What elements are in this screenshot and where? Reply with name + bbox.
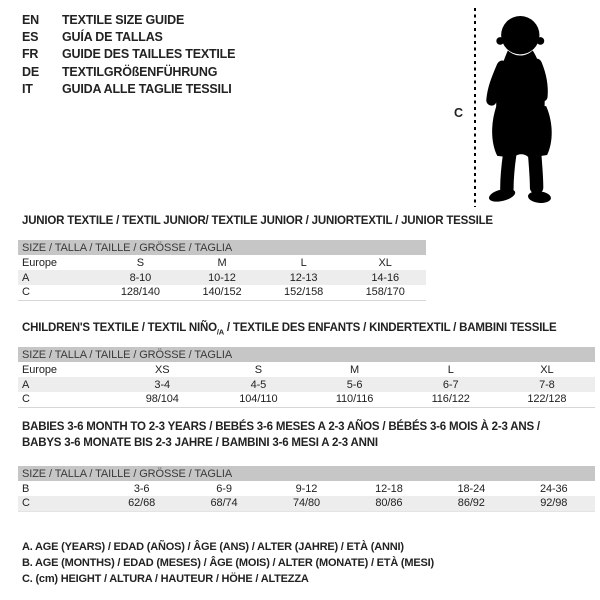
row-label: C: [22, 286, 30, 299]
table-row-months: [18, 481, 595, 496]
size-cell: 74/80: [265, 496, 347, 511]
size-cell: 12-18: [375, 482, 403, 495]
language-code: FR: [22, 47, 39, 62]
table-row-europe: [18, 255, 426, 270]
size-cell: 4-5: [210, 377, 306, 392]
language-list: [22, 12, 235, 98]
row-label: C: [22, 393, 30, 406]
size-cell: 6-7: [403, 377, 499, 392]
footnote-b: B. AGE (MONTHS) / EDAD (MESES) / ÂGE (MOIS) / ALTER (MONATE) / ETÀ (MESI): [22, 557, 434, 569]
size-cell: L: [300, 256, 307, 269]
language-title: GUÍA DE TALLAS: [62, 30, 163, 45]
section-title-text: CHILDREN'S TEXTILE / TEXTIL NIÑO: [22, 322, 217, 334]
size-table-children: [18, 347, 595, 408]
size-cell: 24-36: [539, 482, 568, 495]
language-row-de: [22, 64, 235, 81]
footnote-legend: [22, 539, 434, 587]
section-title-children: [22, 320, 556, 340]
size-cell: 122/128: [527, 393, 567, 406]
section-title-junior: JUNIOR TEXTILE / TEXTIL JUNIOR/ TEXTILE JUNIOR / JUNIORTEXTIL / JUNIOR TESSILE: [22, 215, 493, 227]
row-label: Europe: [22, 256, 57, 269]
size-header-label: SIZE / TALLA / TAILLE / GRÖSSE / TAGLIA: [18, 240, 426, 255]
size-cell: XL: [540, 363, 554, 376]
language-row-fr: [22, 46, 235, 63]
section-title-babies: [22, 419, 540, 451]
size-cell: 9-12: [295, 482, 318, 495]
language-code: EN: [22, 13, 39, 27]
size-cell: 140/152: [202, 286, 242, 299]
size-cell: XS: [154, 363, 170, 376]
language-row-es: [22, 29, 235, 46]
size-table-babies: [18, 466, 595, 512]
size-cell: 6-9: [216, 482, 232, 495]
language-code: IT: [22, 81, 33, 96]
row-label: B: [22, 482, 30, 495]
language-title: GUIDE DES TAILLES TEXTILE: [62, 47, 236, 62]
size-table-junior: [18, 240, 426, 301]
size-cell: 3-6: [133, 482, 150, 495]
size-cell: 110/116: [335, 393, 374, 406]
size-cell: 152/158: [284, 286, 324, 299]
size-cell: 10-12: [181, 270, 263, 285]
size-cell: 8-10: [100, 270, 182, 285]
size-cell: S: [254, 363, 263, 376]
size-header-row: [18, 466, 595, 481]
height-measure-label: C: [454, 106, 464, 120]
size-cell: 98/104: [145, 393, 179, 406]
section-title-line2: BABYS 3-6 MONATE BIS 2-3 JAHRE / BAMBINI 3-6 MESI A 2-3 ANNI: [22, 437, 378, 449]
table-row-height: [18, 392, 595, 407]
row-label: A: [18, 377, 114, 392]
size-cell: L: [447, 363, 454, 376]
size-cell: M: [217, 256, 227, 269]
table-row-height: [18, 285, 426, 300]
row-label: A: [18, 270, 100, 285]
height-measure-dashed-line: [474, 8, 476, 207]
table-row-europe: [18, 362, 595, 377]
size-cell: 7-8: [499, 377, 595, 392]
size-cell: 5-6: [306, 377, 402, 392]
language-code: ES: [22, 30, 39, 45]
section-title-subscript: /A: [216, 327, 224, 337]
section-title-line1: BABIES 3-6 MONTH TO 2-3 YEARS / BEBÉS 3-6 MESES A 2-3 AÑOS / BÉBÉS 3-6 MOIS À 2-3 ANS /: [22, 421, 540, 433]
size-cell: 80/86: [348, 496, 430, 511]
toddler-silhouette: [481, 8, 573, 208]
size-cell: 104/110: [239, 393, 278, 406]
language-code: DE: [22, 64, 39, 79]
size-cell: 12-13: [263, 270, 345, 285]
size-header-label: SIZE / TALLA / TAILLE / GRÖSSE / TAGLIA: [18, 466, 595, 481]
size-header-row: [18, 240, 426, 255]
section-title-text: / TEXTILE DES ENFANTS / KINDERTEXTIL / BAMBINI TESSILE: [223, 322, 557, 334]
size-cell: 92/98: [513, 496, 595, 511]
footnote-c: C. (cm) HEIGHT / ALTURA / HAUTEUR / HÖHE / ALTEZZA: [22, 573, 309, 585]
row-label: C: [18, 496, 100, 511]
size-cell: XL: [378, 256, 392, 269]
size-cell: S: [136, 256, 145, 269]
language-row-en: [22, 12, 235, 29]
size-cell: M: [350, 363, 360, 376]
size-cell: 116/122: [431, 393, 470, 406]
size-cell: 14-16: [344, 270, 426, 285]
size-header-label: SIZE / TALLA / TAILLE / GRÖSSE / TAGLIA: [18, 347, 595, 362]
language-title: TEXTILGRÖßENFÜHRUNG: [62, 64, 218, 79]
size-header-row: [18, 347, 595, 362]
size-cell: 68/74: [183, 496, 265, 511]
size-cell: 86/92: [430, 496, 512, 511]
size-cell: 18-24: [457, 482, 486, 495]
language-title: GUIDA ALLE TAGLIE TESSILI: [62, 81, 232, 96]
size-cell: 3-4: [114, 377, 210, 392]
table-row-age: [18, 270, 426, 285]
size-cell: 158/170: [365, 286, 405, 299]
size-cell: 128/140: [120, 286, 160, 299]
language-title: TEXTILE SIZE GUIDE: [62, 13, 185, 27]
table-row-age: [18, 377, 595, 392]
table-row-height: [18, 496, 595, 511]
row-label: Europe: [22, 363, 57, 376]
size-cell: 62/68: [100, 496, 182, 511]
language-row-it: [22, 81, 235, 98]
footnote-a: A. AGE (YEARS) / EDAD (AÑOS) / ÂGE (ANS) / ALTER (JAHRE) / ETÀ (ANNI): [22, 541, 404, 553]
